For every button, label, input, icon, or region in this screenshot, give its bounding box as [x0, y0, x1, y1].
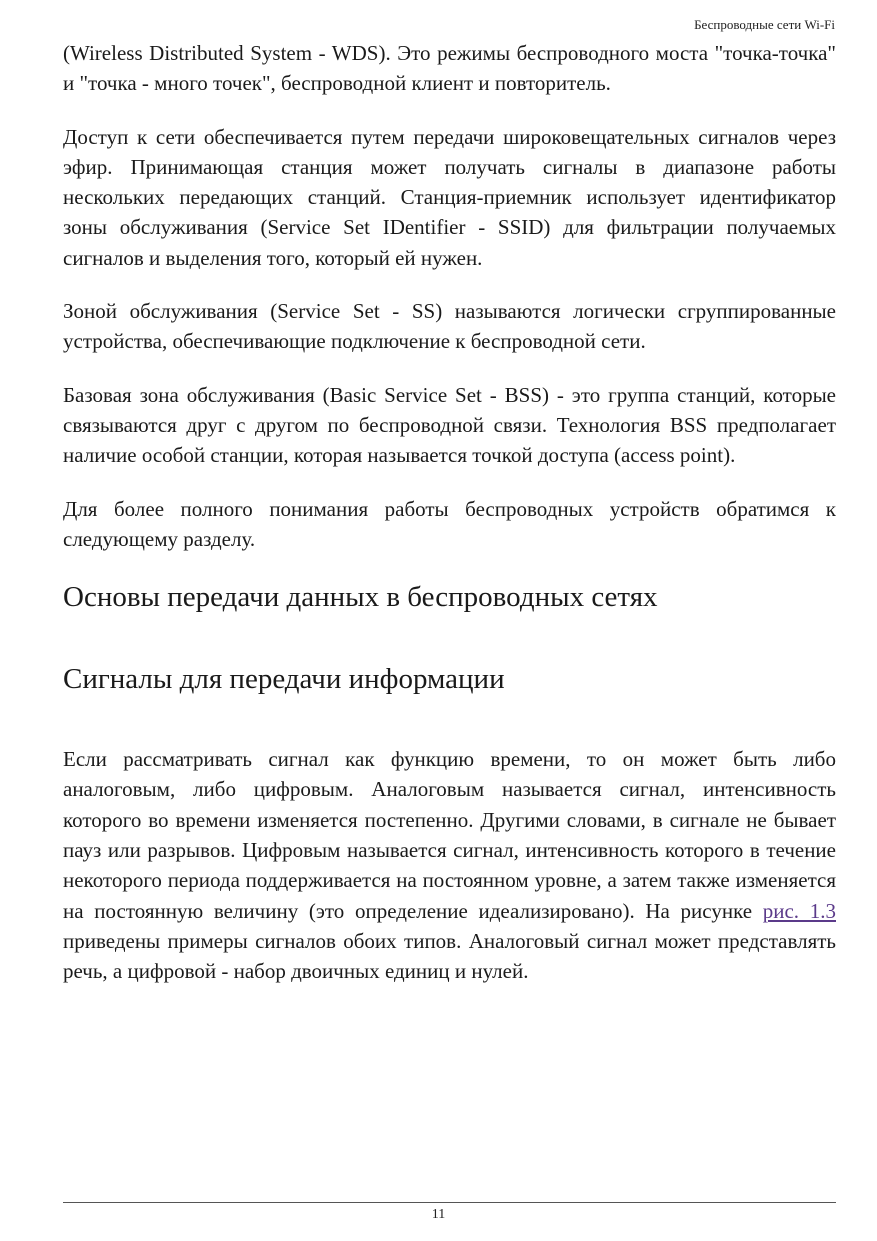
- subsection-heading: Сигналы для передачи информации: [63, 663, 505, 696]
- paragraph-next-section: Для более полного понимания работы беспроводных устройств обратимся к следующему разделу.: [63, 496, 836, 551]
- paragraph-signals-text-1: Если рассматривать сигнал как функцию времени, то он может быть либо аналоговым, либо цифровым. Аналоговым называется сигнал, интенсивность которого во времени изменяется постепенно. Другими словами, в сигнале не бывает пауз или разрывов. Цифровым называется сигнал, интенсивность которого в течение некоторого периода поддерживается на постоянном уровне, а затем также изменяется на постоянную величину (это определение идеализировано). На рисунке: [63, 747, 836, 923]
- page-content: [63, 38, 836, 1010]
- paragraph-signals: [63, 744, 836, 986]
- paragraph-service-set: Зоной обслуживания (Service Set - SS) называются логически сгруппированные устройства, обеспечивающие подключение к беспроводной сети.: [63, 299, 836, 354]
- footer-divider: [63, 1202, 836, 1203]
- paragraph-bss: Базовая зона обслуживания (Basic Service Set - BSS) - это группа станций, которые связываются друг с другом по беспроводной связи. Технология BSS предполагает наличие особой станции, которая называется точкой доступа (access point).: [63, 382, 836, 468]
- section-heading: Основы передачи данных в беспроводных сетях: [63, 581, 658, 614]
- running-header: Беспроводные сети Wi-Fi: [694, 17, 835, 32]
- paragraph-network-access: Доступ к сети обеспечивается путем передачи широковещательных сигналов через эфир. Принимающая станция может получать сигналы в диапазоне работы нескольких передающих станций. Станция-приемник использует идентификатор зоны обслуживания (Service Set IDentifier - SSID) для фильтрации получаемых сигналов и выделения того, который ей нужен.: [63, 124, 836, 270]
- paragraph-wds: (Wireless Distributed System - WDS). Это режимы беспроводного моста "точка-точка" и "точка - много точек", беспроводной клиент и повторитель.: [63, 41, 836, 96]
- paragraph-signals-text-2: приведены примеры сигналов обоих типов. Аналоговый сигнал может представлять речь, а цифровой - набор двоичных единиц и нулей.: [63, 928, 836, 984]
- page-number: 11: [431, 1207, 446, 1222]
- figure-link[interactable]: рис. 1.3: [762, 898, 836, 923]
